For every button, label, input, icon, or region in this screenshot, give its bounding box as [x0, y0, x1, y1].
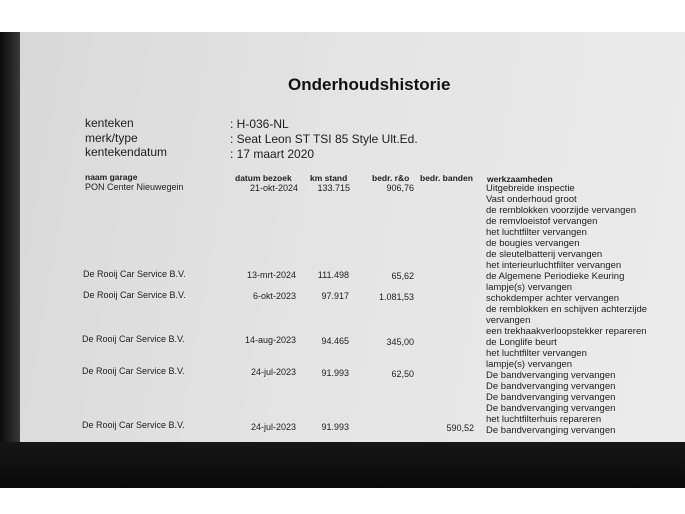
cell-garage: De Rooij Car Service B.V.	[83, 269, 186, 279]
cell-garage: De Rooij Car Service B.V.	[82, 334, 185, 344]
value-kenteken: : H-036-NL	[230, 117, 289, 131]
cell-km: 94.465	[321, 336, 349, 346]
cell-garage: De Rooij Car Service B.V.	[82, 366, 185, 376]
document-page	[20, 32, 685, 442]
list-item: het luchtfilterhuis repareren	[486, 414, 602, 425]
list-item: Uitgebreide inspectie	[486, 183, 575, 194]
label-kenteken: kenteken	[85, 116, 134, 130]
list-item: de remvloeistof vervangen	[486, 216, 598, 227]
list-item: de sleutelbatterij vervangen	[486, 249, 603, 260]
list-item: Vast onderhoud groot	[486, 194, 577, 205]
header-km: km stand	[310, 173, 348, 183]
list-item: De bandvervanging vervangen	[486, 381, 616, 392]
cell-date: 21-okt-2024	[249, 183, 298, 193]
header-date: datum bezoek	[235, 173, 292, 183]
cell-date: 24-jul-2023	[250, 422, 296, 432]
label-merk-type: merk/type	[85, 131, 138, 145]
cell-amount: 345,00	[386, 337, 414, 347]
header-amount: bedr. r&o	[372, 173, 410, 183]
list-item: het luchtfilter vervangen	[486, 348, 587, 359]
work-list	[486, 183, 647, 436]
cell-date: 6-okt-2023	[252, 291, 296, 301]
cell-garage: PON Center Nieuwegein	[85, 182, 184, 192]
photo-top-margin	[0, 0, 685, 32]
value-kentekendatum: : 17 maart 2020	[230, 147, 315, 161]
photo-left-shadow	[0, 32, 20, 442]
list-item: schokdemper achter vervangen	[486, 293, 620, 304]
list-item: de remblokken en schijven achterzijde	[486, 304, 648, 315]
list-item: de remblokken voorzijde vervangen	[486, 205, 636, 216]
cell-amount: 65,62	[391, 271, 414, 281]
list-item: De bandvervanging vervangen	[486, 403, 616, 414]
list-item: De bandvervanging vervangen	[486, 392, 616, 403]
photo-bottom-margin	[0, 488, 685, 514]
header-tires: bedr. banden	[420, 173, 473, 183]
cell-km: 91.993	[321, 368, 349, 378]
cell-date: 14-aug-2023	[244, 335, 296, 345]
cell-amount: 906,76	[386, 183, 414, 193]
cell-date: 24-jul-2023	[250, 367, 296, 377]
list-item: het interieurluchtfilter vervangen	[486, 260, 622, 271]
header-garage: naam garage	[85, 172, 138, 182]
cell-date: 13-mrt-2024	[246, 270, 296, 280]
cell-km: 133.715	[317, 183, 350, 193]
cell-amount: 62,50	[391, 369, 414, 379]
cell-tires: 590,52	[446, 423, 474, 433]
list-item: lampje(s) vervangen	[486, 282, 573, 293]
list-item: De bandvervanging vervangen	[486, 370, 616, 381]
cell-garage: De Rooij Car Service B.V.	[83, 290, 186, 300]
cell-amount: 1.081,53	[378, 292, 414, 302]
list-item: De bandvervanging vervangen	[486, 425, 616, 436]
list-item: de Algemene Periodieke Keuring	[486, 271, 625, 282]
list-item: de bougies vervangen	[486, 238, 580, 249]
label-kentekendatum: kentekendatum	[85, 145, 168, 159]
list-item: een trekhaakverloopstekker repareren	[486, 326, 647, 337]
page-title: Onderhoudshistorie	[288, 75, 451, 94]
cell-km: 111.498	[317, 270, 349, 280]
list-item: vervangen	[486, 315, 531, 326]
photo-bottom-shadow	[0, 442, 685, 488]
cell-km: 91.993	[321, 422, 349, 432]
list-item: de Longlife beurt	[486, 337, 557, 348]
cell-garage: De Rooij Car Service B.V.	[82, 420, 185, 430]
list-item: lampje(s) vervangen	[486, 359, 573, 370]
cell-km: 97.917	[321, 291, 349, 301]
header-work: werkzaamheden	[487, 174, 553, 184]
list-item: het luchtfilter vervangen	[486, 227, 587, 238]
value-merk-type: : Seat Leon ST TSI 85 Style Ult.Ed.	[230, 132, 418, 146]
